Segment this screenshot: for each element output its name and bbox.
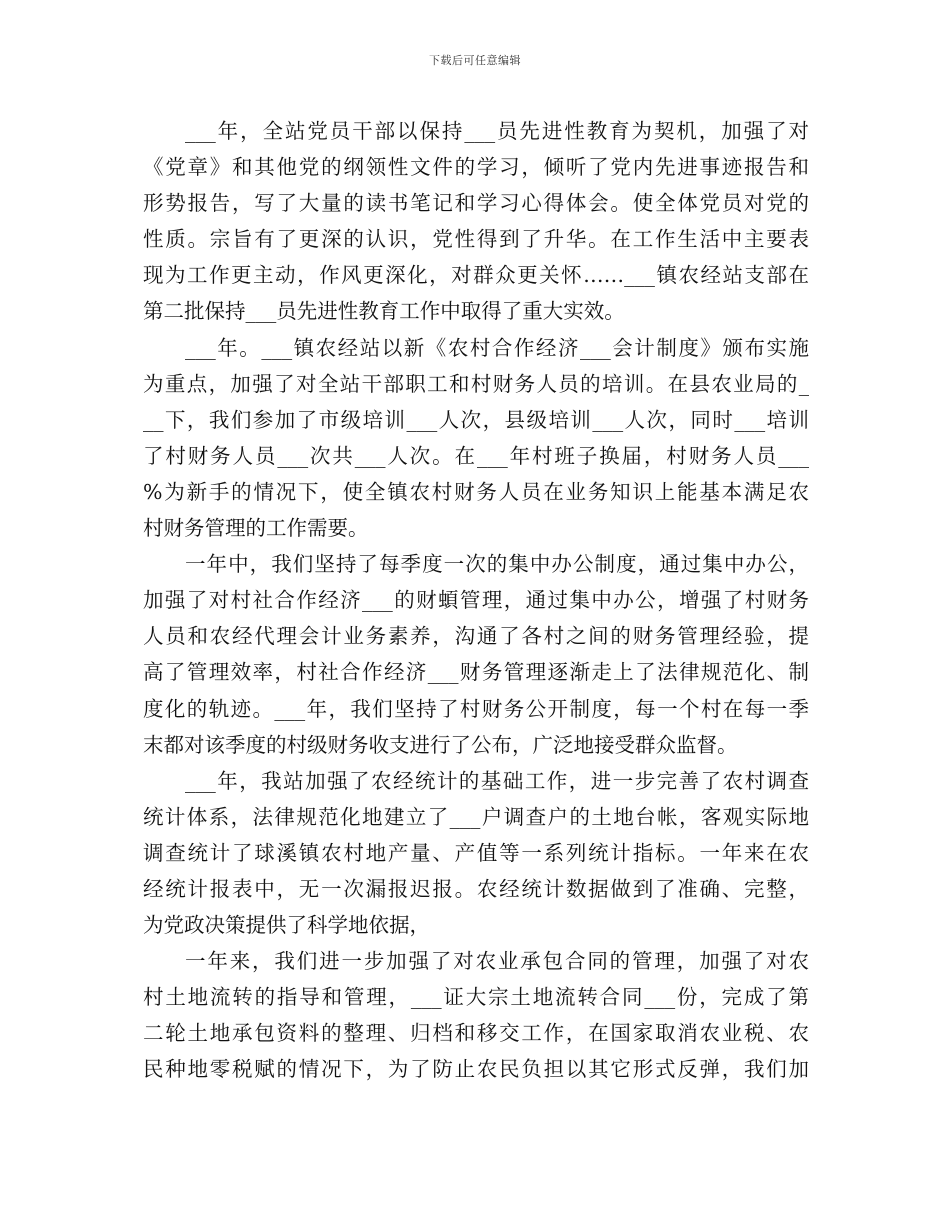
text-line: 一年中，我们坚持了每季度一次的集中办公制度，通过集中办公， bbox=[185, 552, 809, 577]
text-line: 加强了对村社合作经济___的财蝢管理，通过集中办公，增强了村财务 bbox=[143, 588, 809, 613]
text-line: 度化的轨迹。___年，我们坚持了村财务公开制度，每一个村在每一季 bbox=[143, 696, 809, 721]
text-line: 村财务管理的工作需要。 bbox=[143, 516, 369, 541]
text-line: 经统计报表中，无一次漏报迟报。农经统计数据做到了准确、完整， bbox=[143, 876, 809, 901]
text-line: 为党政决策提供了科学地依据， bbox=[143, 913, 430, 938]
document-body bbox=[143, 113, 809, 1088]
text-line: 形势报告，写了大量的读书笔记和学习心得体会。使全体党员对党的 bbox=[143, 191, 809, 216]
text-line: 了村财务人员___次共___人次。在___年村班子换届，村财务人员___ bbox=[143, 443, 809, 468]
text-line: 调查统计了球溪镇农村地产量、产值等一系列统计指标。一年来在农 bbox=[143, 840, 809, 865]
text-line: 为重点，加强了对全站干部职工和村财务人员的培训。在县农业局的_ bbox=[143, 371, 809, 396]
text-line: ___年，全站党员干部以保持___员先进性教育为契机，加强了对 bbox=[185, 119, 809, 143]
text-line: __下，我们参加了市级培训___人次，县级培训___人次，同时___培训 bbox=[143, 407, 809, 432]
text-line: 一年来，我们进一步加强了对农业承包合同的管理，加强了对农 bbox=[185, 949, 809, 974]
text-line: 民种地零税赋的情况下，为了防止农民负担以其它形式反弹，我们加 bbox=[143, 1057, 809, 1082]
text-line: 末都对该季度的村级财务收支进行了公布，广泛地接受群众监督。 bbox=[143, 732, 738, 757]
page-header: 下载后可任意编辑 bbox=[429, 54, 521, 67]
text-line: 二轮土地承包资料的整理、归档和移交工作，在国家取消农业税、农 bbox=[143, 1021, 809, 1046]
text-line: ___年。___镇农经站以新《农村合作经济___会计制度》颁布实施 bbox=[185, 335, 809, 360]
text-line: 统计体系，法律规范化地建立了___户调查户的土地台帐，客观实际地 bbox=[143, 804, 809, 829]
text-line: 高了管理效率，村社合作经济___财务管理逐渐走上了法律规范化、制 bbox=[143, 660, 809, 685]
text-line: 人员和农经代理会计业务素养，沟通了各村之间的财务管理经验，提 bbox=[143, 624, 809, 649]
text-line: 现为工作更主动，作风更深化，对群众更关怀……___镇农经站支部在 bbox=[143, 263, 809, 288]
text-line: ___年，我站加强了农经统计的基础工作，进一步完善了农村调查 bbox=[185, 768, 809, 793]
text-line: %为新手的情况下，使全镇农村财务人员在业务知识上能基本满足农 bbox=[143, 479, 809, 504]
text-line: 性质。宗旨有了更深的认识，党性得到了升华。在工作生活中主要表 bbox=[143, 227, 809, 252]
text-line: 第二批保持___员先进性教育工作中取得了重大实效。 bbox=[143, 299, 625, 324]
text-line: 村土地流转的指导和管理，___证大宗土地流转合同___份，完成了第 bbox=[143, 985, 809, 1010]
text-line: 《党章》和其他党的纲领性文件的学习，倾听了党内先进事迹报告和 bbox=[143, 155, 809, 180]
